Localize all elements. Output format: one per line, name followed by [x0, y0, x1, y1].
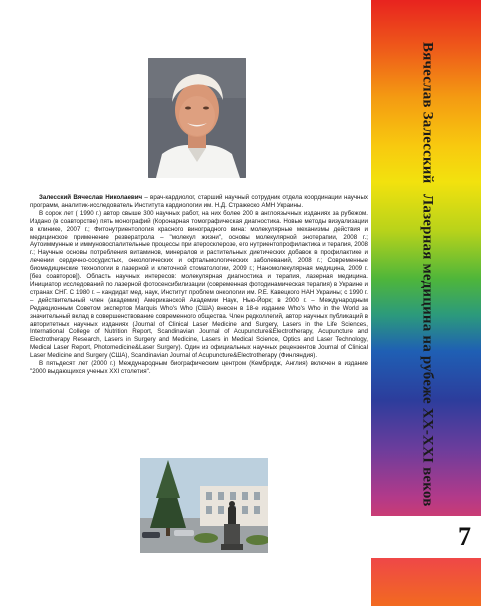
page-number-box [371, 516, 481, 558]
portrait-illustration [148, 58, 246, 178]
institute-monument-photo [140, 458, 268, 553]
author-portrait-photo [148, 58, 246, 178]
author-biography [30, 194, 368, 376]
bio-paragraph-1 [30, 194, 368, 210]
page-number: 7 [458, 522, 471, 551]
spine-author: Вячеслав Залесский [419, 42, 436, 184]
bio-paragraph-2: В сорок лет ( 1990 г.) автор свыше 300 научных работ, на них более 200 в англоязычных изданиях за рубежом. Издано (в соавторстве) пять монографий (Коронарная томографическая диагностика. Новые методы визуализации в клинике, 2007 г.; Фитонутриентология красного виноградного вина: молекулярные механизмы действия и медицинское применение резвератрола – "молекул жизни", основы молекулярной энотерапии, 2008 г.; Аутоиммунные и иммуновоспалительные процессы при атеросклерозе, его нутриентопрофилактика и терапия, 2008 г.; Научные основы потребления витаминов, минералов и растительных диетических добавок в профилактике и лечении сердечно-сосудистых, онкологических и офтальмологических заболеваний, 2008 г.; Современные биомедицинские технологии в лазерной и клеточной стоматологии, 2009 г.; Наномолекулярная медицина, 2009 г. [без соавторов]). Область научных интересов: молекулярная диагностика и терапия, лазерная медицина. Инициатор исследований по лазерной фотосенсибилизации (современная фотодинамическая терапия) в Украине и странах СНГ. С 1980 г. – кандидат мед. наук, Институт проблем онкологии им. Р.Е. Кавецкого НАН Украины; с 1990 г. – действительный член (академик) Американской Академии Наук, Нью-Йорк; в 2000 г. – Международным Редакционным Советом экспертов Marquis Who's Who (США) внесен в 18-е издание Who's Who in the World за значительный вклад в совершенствование современного общества. Член редколлегий, автор научных публикаций в авторитетных научных изданиях (Journal of Clinical Laser Medicine and Surgery, Lasers in the Life Sciences, International College of Nutrition Report, Scandinavian Journal of Acupuncture&Electrotherapy, Acupuncture and Electrotherapy Research, Lasers in Surgery and Medicine, Lasers in Medical Science, Optics and Laser Technology, Medical Laser Report, Photomedicine&Laser Surgery). Один из официальных научных рецензентов Journal of Clinical Laser Medicine and Surgery (США), Scandinavian Journal of Acupuncture&Electrotherapy (Финляндия). [30, 209, 368, 360]
bio-intro-text: – врач-кардиолог, старший научный сотрудник отдела координации научных программ, аналитик-исследователь Института кардиологии им. Н.Д. Стражеско АМН Украины. [30, 194, 369, 209]
bio-paragraph-3: В пятьдесят лет (2000 г.) Международным биографическим центром (Кембридж, Англия) включен в издание "2000 выдающихся ученых XXI столетия". [30, 360, 368, 375]
spine-title [377, 42, 477, 512]
monument-illustration [140, 458, 268, 553]
spine-book-title: Лазерная медицина на рубеже XX-XXI веков [419, 193, 436, 507]
author-name: Залесский Вячеслав Николаевич [39, 194, 143, 201]
